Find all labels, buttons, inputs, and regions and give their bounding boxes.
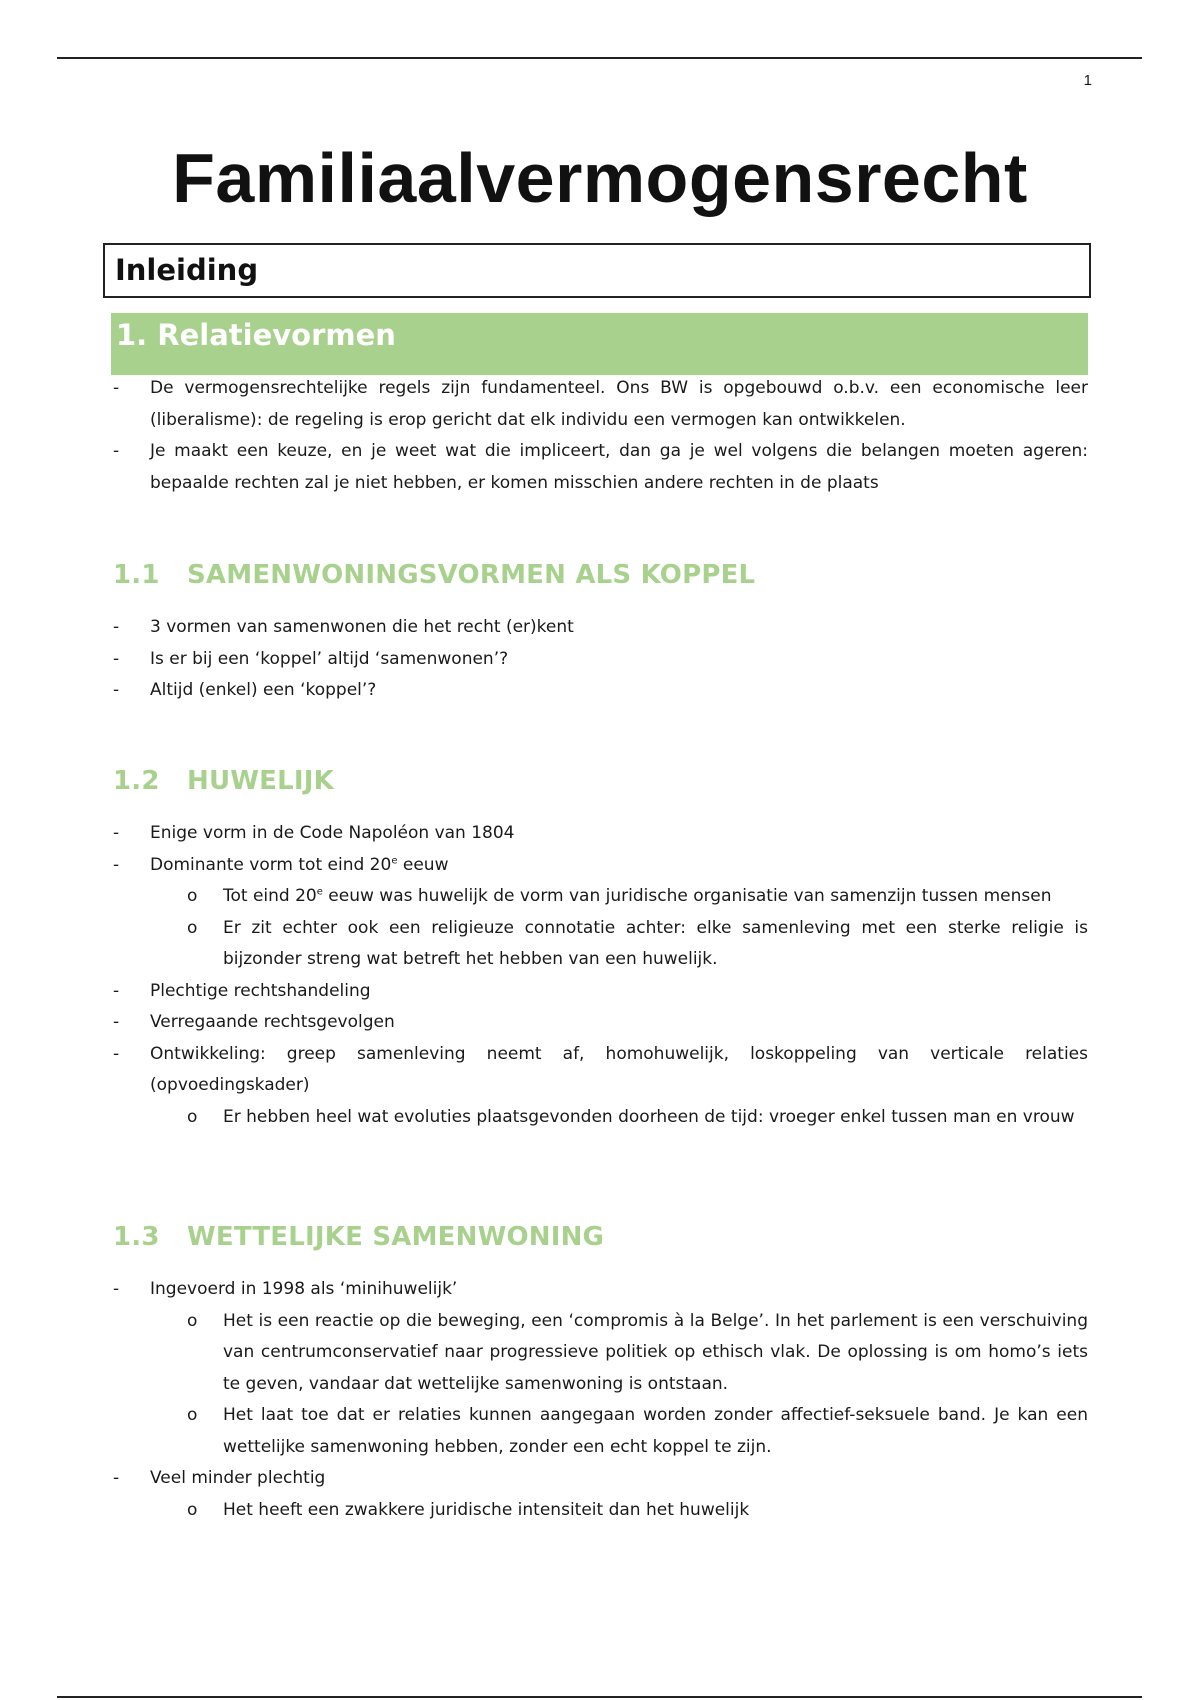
list-item-text: Het laat toe dat er relaties kunnen aangegaan worden zonder affectief-seksuele band. Je kan een wettelijke samenwoning hebben, zonder een echt koppel te zijn. [223, 1405, 1088, 1457]
list-item [113, 881, 1088, 913]
circle-bullet: o [187, 1499, 198, 1520]
subsection-title: SAMENWONINGSVORMEN ALS KOPPEL [187, 560, 756, 590]
subsection-title: HUWELIJK [187, 766, 334, 796]
subsection-number: 1.2 [113, 766, 160, 796]
list-item-text: Het heeft een zwakkere juridische intensiteit dan het huwelijk [223, 1499, 750, 1520]
subsection-heading-1-1 [113, 558, 755, 592]
circle-bullet: o [187, 1310, 198, 1331]
text-part: eeuw was huwelijk de vorm van juridische organisatie van samenzijn tussen mensen [322, 886, 1052, 906]
dash-bullet: - [113, 648, 120, 669]
list-item [113, 1274, 1088, 1306]
subsection-1-3-list [113, 1274, 1088, 1526]
list-item-text: Verregaande rechtsgevolgen [150, 1012, 395, 1032]
text-part: Tot eind 20 [223, 886, 317, 906]
list-item [113, 1039, 1088, 1102]
list-item [113, 1306, 1088, 1401]
list-item-text [150, 855, 448, 875]
list-item-text: Ingevoerd in 1998 als ‘minihuwelijk’ [150, 1279, 458, 1299]
list-item [113, 1463, 1088, 1495]
list-item-text: Je maakt een keuze, en je weet wat die impliceert, dan ga je wel volgens die belangen moeten ageren: bepaalde rechten zal je niet hebben, er komen misschien andere rechten in de plaats [150, 441, 1088, 493]
list-item-text: Is er bij een ‘koppel’ altijd ‘samenwonen’? [150, 648, 509, 669]
dash-bullet: - [113, 378, 120, 398]
dash-bullet: - [113, 617, 120, 637]
dash-bullet: - [113, 680, 120, 700]
list-item-text: Het is een reactie op die beweging, een ‘compromis à la Belge’. In het parlement is een verschuiving van centrumconservatief naar progressieve politiek op ethisch vlak. De oplossing is om homo’s iets te geven, vandaar dat wettelijke samenwoning is ontstaan. [223, 1310, 1088, 1394]
header-rule [57, 57, 1142, 59]
subsection-number: 1.1 [113, 560, 160, 590]
list-item [113, 850, 1088, 882]
list-item [113, 818, 1088, 850]
list-item [113, 612, 1088, 644]
text-part: Dominante vorm tot eind 20 [150, 854, 392, 875]
circle-bullet: o [187, 1106, 198, 1127]
text-part: eeuw [397, 854, 449, 875]
dash-bullet: - [113, 1012, 120, 1032]
list-item [113, 1102, 1088, 1134]
subsection-number: 1.3 [113, 1222, 160, 1252]
subsection-heading-1-3 [113, 1220, 604, 1254]
list-item-text: Enige vorm in de Code Napoléon van 1804 [150, 823, 515, 843]
dash-bullet: - [113, 980, 120, 1001]
list-item [113, 373, 1088, 436]
list-item [113, 644, 1088, 676]
list-item-text: De vermogensrechtelijke regels zijn fundamenteel. Ons BW is opgebouwd o.b.v. een economische leer (liberalisme): de regeling is erop gericht dat elk individu een vermogen kan ontwikkelen. [150, 378, 1088, 430]
list-item [113, 1495, 1088, 1527]
subsection-title: WETTELIJKE SAMENWONING [187, 1222, 605, 1252]
list-item [113, 1400, 1088, 1463]
page-number: 1 [1083, 72, 1092, 89]
footer-rule [57, 1696, 1142, 1698]
document-title: Familiaalvermogensrecht [172, 139, 1028, 217]
section-heading: 1. Relatievormen [111, 313, 1088, 375]
list-item [113, 913, 1088, 976]
subsection-1-1-list [113, 612, 1088, 707]
list-item-text: Er zit echter ook een religieuze connotatie achter: elke samenleving met een sterke religie is bijzonder streng wat betreft het hebben van een huwelijk. [223, 917, 1088, 969]
list-item [113, 436, 1088, 499]
dash-bullet: - [113, 854, 120, 875]
subsection-heading-1-2 [113, 764, 334, 798]
superscript: e [316, 886, 323, 898]
circle-bullet: o [187, 1405, 198, 1425]
chapter-heading: Inleiding [103, 243, 1091, 298]
list-item-text: Plechtige rechtshandeling [150, 980, 371, 1001]
list-item [113, 675, 1088, 707]
list-item-text: 3 vormen van samenwonen die het recht (er)kent [150, 617, 574, 637]
list-item-text: Ontwikkeling: greep samenleving neemt af, homohuwelijk, loskoppeling van verticale relaties (opvoedingskader) [150, 1043, 1088, 1095]
list-item-text: Veel minder plechtig [150, 1468, 326, 1488]
list-item-text: Er hebben heel wat evoluties plaatsgevonden doorheen de tijd: vroeger enkel tussen man en vrouw [223, 1106, 1075, 1127]
subsection-1-2-list [113, 818, 1088, 1133]
list-item [113, 1007, 1088, 1039]
list-item [113, 976, 1088, 1008]
dash-bullet: - [113, 441, 120, 461]
list-item-text: Altijd (enkel) een ‘koppel’? [150, 680, 377, 700]
section-intro-list [113, 373, 1088, 499]
list-item-text [223, 886, 1051, 906]
dash-bullet: - [113, 1279, 120, 1299]
circle-bullet: o [187, 917, 198, 938]
dash-bullet: - [113, 1468, 120, 1488]
superscript: e [391, 854, 398, 866]
dash-bullet: - [113, 1043, 120, 1064]
circle-bullet: o [187, 886, 198, 906]
dash-bullet: - [113, 823, 120, 843]
